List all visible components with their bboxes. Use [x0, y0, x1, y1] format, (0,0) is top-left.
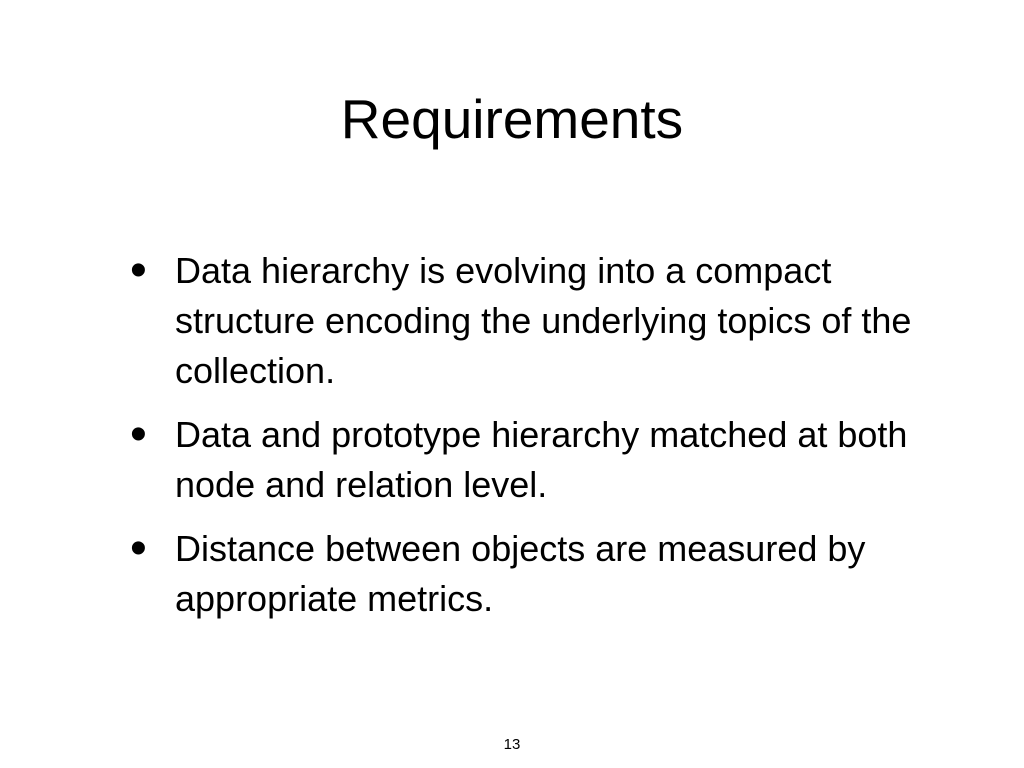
bullet-item — [130, 246, 930, 396]
bullet-item — [130, 524, 930, 624]
slide-title: Requirements — [340, 88, 684, 150]
bullet-text: Data and prototype hierarchy matched at both node and relation level. — [175, 414, 908, 505]
bullet-icon: • — [130, 408, 147, 461]
bullet-icon: • — [130, 522, 147, 575]
bullet-icon: • — [130, 244, 147, 297]
bullet-text: Data hierarchy is evolving into a compact structure encoding the underlying topics of the collection. — [175, 250, 912, 391]
bullet-list — [130, 246, 930, 638]
bullet-item — [130, 410, 930, 510]
page-number: 13 — [503, 736, 521, 753]
bullet-text: Distance between objects are measured by appropriate metrics. — [175, 528, 866, 619]
